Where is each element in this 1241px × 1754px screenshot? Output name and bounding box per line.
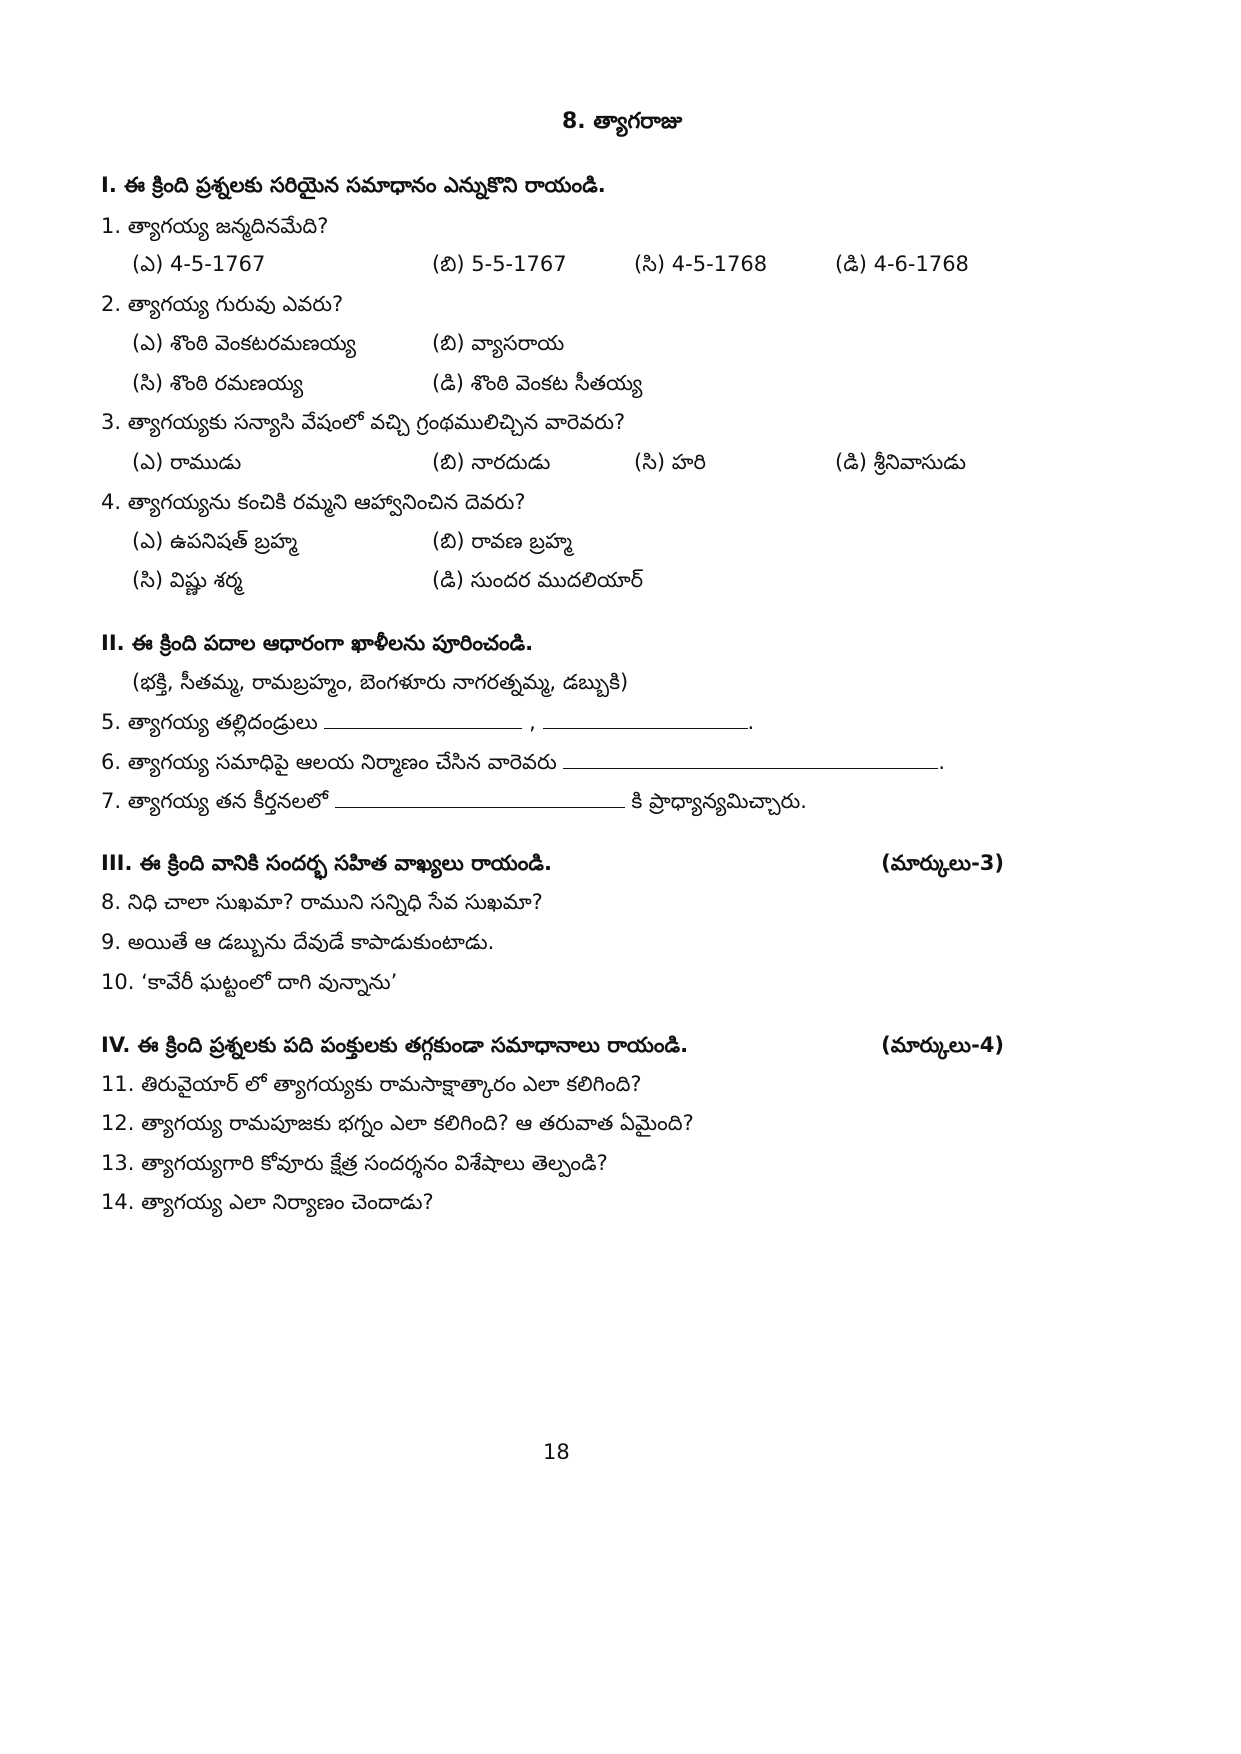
q3-option-b: (బి) నారదుడు [432, 450, 551, 474]
question-14: 14. త్యాగయ్య ఎలా నిర్యాణం చెందాడు? [101, 1190, 434, 1214]
q5-blank-1 [324, 706, 522, 729]
question-8: 8. నిధి చాలా సుఖమా? రాముని సన్నిధి సేవ సుఖమా? [101, 890, 543, 914]
q4-option-c: (సి) విష్ణు శర్మ [132, 568, 243, 592]
q5-blank-2 [543, 706, 748, 729]
section-3-marks: (మార్కులు-3) [881, 851, 1004, 875]
question-2: 2. త్యాగయ్య గురువు ఎవరు? [101, 292, 344, 316]
question-13: 13. త్యాగయ్యగారి కోవూరు క్షేత్ర సందర్శనం విశేషాలు తెల్పండి? [101, 1151, 608, 1175]
q2-option-a: (ఎ) శొంఠి వెంకటరమణయ్య [132, 331, 357, 355]
question-12: 12. త్యాగయ్య రామపూజకు భగ్నం ఎలా కలిగింది? ఆ తరువాత ఏమైంది? [101, 1111, 694, 1135]
q1-option-c: (సి) 4-5-1768 [634, 252, 768, 276]
q5-separator: , [529, 710, 536, 734]
q1-option-b: (బి) 5-5-1767 [432, 252, 567, 276]
q2-option-c: (సి) శొంఠి రమణయ్య [132, 371, 304, 395]
q4-option-b: (బి) రావణ బ్రహ్మ [432, 529, 573, 553]
q1-option-d: (డి) 4-6-1768 [835, 252, 969, 276]
question-1: 1. త్యాగయ్య జన్మదినమేది? [101, 214, 329, 238]
q7-blank [335, 785, 625, 808]
section-4-marks: (మార్కులు-4) [881, 1033, 1004, 1057]
q3-option-d: (డి) శ్రీనివాసుడు [835, 450, 967, 474]
q3-option-a: (ఎ) రాముడు [132, 450, 242, 474]
q6-prefix: 6. త్యాగయ్య సమాధిపై ఆలయ నిర్మాణం చేసిన వారెవరు [101, 750, 557, 774]
q7-prefix: 7. త్యాగయ్య తన కీర్తనలలో [101, 789, 329, 813]
question-5 [101, 706, 754, 737]
page-number: 18 [543, 1440, 570, 1464]
q2-option-b: (బి) వ్యాసరాయ [432, 331, 565, 355]
question-10: 10. ‘కావేరీ ఘట్టంలో దాగి వున్నాను’ [101, 970, 398, 994]
q7-suffix: కి ప్రాధ్యాన్యమిచ్చారు. [631, 789, 807, 813]
question-7 [101, 785, 807, 816]
q6-blank [563, 746, 938, 769]
q5-prefix: 5. త్యాగయ్య తల్లిదండ్రులు [101, 710, 318, 734]
q5-end: . [747, 710, 755, 734]
q4-option-a: (ఎ) ఉపనిషత్ బ్రహ్మ [132, 529, 298, 553]
section-3-heading: III. ఈ క్రింది వానికి సందర్భ సహిత వాఖ్యలు రాయండి. [101, 851, 552, 875]
q4-option-d: (డి) సుందర ముదలియార్ [432, 568, 644, 592]
question-3: 3. త్యాగయ్యకు సన్యాసి వేషంలో వచ్చి గ్రంథములిచ్చిన వారెవరు? [101, 410, 626, 434]
section-1-heading: I. ఈ క్రింది ప్రశ్నలకు సరియైన సమాధానం ఎన్నుకొని రాయండి. [101, 173, 606, 197]
word-bank: (భక్తి, సీతమ్మ, రామబ్రహ్మం, బెంగళూరు నాగరత్నమ్మ, డబ్బుకి) [132, 670, 629, 694]
section-2-heading: II. ఈ క్రింది పదాల ఆధారంగా ఖాళీలను పూరించండి. [101, 631, 534, 655]
question-9: 9. అయితే ఆ డబ్బును దేవుడే కాపాడుకుంటాడు. [101, 930, 495, 954]
section-4-heading: IV. ఈ క్రింది ప్రశ్నలకు పది పంక్తులకు తగ్గకుండా సమాధానాలు రాయండి. [101, 1033, 689, 1057]
question-11: 11. తిరువైయార్ లో త్యాగయ్యకు రామసాక్షాత్కారం ఎలా కలిగింది? [101, 1072, 642, 1096]
q3-option-c: (సి) హరి [634, 450, 706, 474]
page-title: 8. త్యాగరాజు [562, 109, 683, 134]
q2-option-d: (డి) శొంఠి వెంకట సీతయ్య [432, 371, 643, 395]
q1-option-a: (ఎ) 4-5-1767 [132, 252, 266, 276]
question-4: 4. త్యాగయ్యను కంచికి రమ్మని ఆహ్వానించిన దెవరు? [101, 490, 526, 514]
question-6 [101, 746, 945, 777]
q6-end: . [938, 750, 946, 774]
